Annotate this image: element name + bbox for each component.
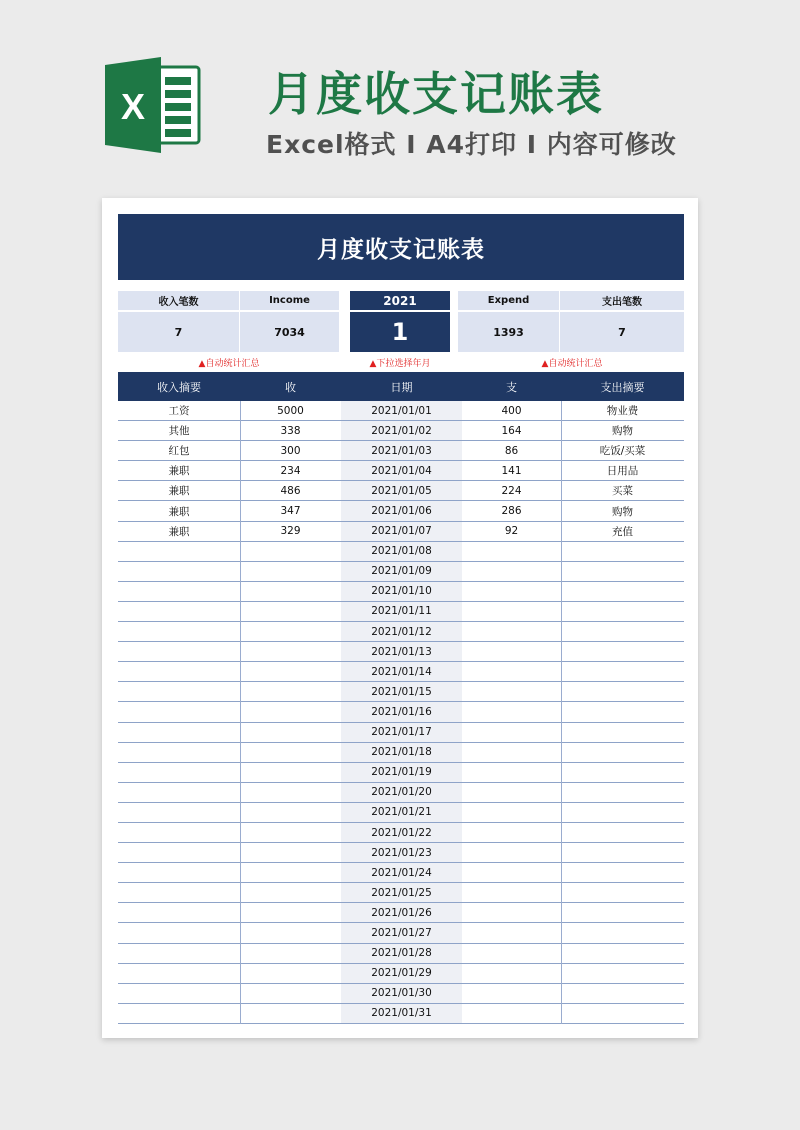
income-amount-cell[interactable] (240, 662, 341, 681)
select-month-hint: ▲下拉选择年月 (369, 359, 431, 369)
income-summary-cell[interactable] (118, 542, 240, 561)
col-income-summary: 收入摘要 (118, 372, 240, 401)
table-row (118, 763, 684, 783)
date-cell[interactable]: 2021/01/05 (371, 484, 432, 497)
auto-summary-hint-left: ▲自动统计汇总 (198, 359, 260, 369)
income-amount-cell[interactable]: 486 (280, 484, 301, 497)
expend-summary-cell[interactable] (561, 863, 684, 882)
expend-summary-cell[interactable] (561, 823, 684, 842)
income-amount-cell[interactable] (240, 682, 341, 701)
expend-summary-cell[interactable] (561, 984, 684, 1003)
expend-amount-cell[interactable] (462, 863, 561, 882)
expend-summary-cell[interactable] (561, 642, 684, 661)
expend-amount-cell[interactable] (462, 843, 561, 862)
table-row (118, 823, 684, 843)
income-total-value: 7034 (240, 312, 339, 352)
expend-label: Expend (458, 291, 559, 310)
expend-summary-cell[interactable] (561, 803, 684, 822)
income-summary-cell[interactable] (118, 582, 240, 601)
col-expend-summary: 支出摘要 (561, 372, 684, 401)
income-summary-cell[interactable]: 兼职 (168, 485, 190, 498)
date-cell[interactable]: 2021/01/15 (371, 685, 432, 698)
date-cell[interactable]: 2021/01/12 (371, 625, 432, 638)
date-cell[interactable]: 2021/01/08 (371, 545, 432, 558)
income-summary-cell[interactable] (118, 562, 240, 581)
col-income: 收 (240, 372, 341, 401)
income-amount-cell[interactable]: 329 (280, 525, 301, 538)
income-count-value: 7 (118, 312, 239, 352)
income-summary-cell[interactable] (118, 723, 240, 742)
table-row (118, 602, 684, 622)
table-row (118, 481, 684, 501)
expend-amount-cell[interactable] (462, 964, 561, 983)
expend-amount-cell[interactable]: 141 (501, 464, 522, 477)
table-row (118, 542, 684, 562)
income-summary-cell[interactable] (118, 863, 240, 882)
expend-summary-cell[interactable]: 购物 (612, 505, 633, 518)
expend-amount-cell[interactable] (462, 662, 561, 681)
col-date: 日期 (351, 372, 452, 401)
month-selector[interactable]: 1 (350, 312, 450, 352)
table-row (118, 923, 684, 943)
income-amount-cell[interactable] (240, 923, 341, 942)
income-amount-cell[interactable] (240, 944, 341, 963)
date-cell[interactable]: 2021/01/19 (371, 766, 432, 779)
table-row (118, 984, 684, 1004)
year-selector[interactable]: 2021 (350, 291, 450, 310)
expend-amount-cell[interactable] (462, 723, 561, 742)
column-divider (561, 401, 562, 1024)
expend-amount-cell[interactable] (462, 903, 561, 922)
expend-summary-cell[interactable] (561, 1004, 684, 1023)
expend-summary-cell[interactable]: 吃饭/买菜 (599, 445, 646, 458)
expend-amount-cell[interactable] (462, 984, 561, 1003)
date-cell[interactable]: 2021/01/13 (371, 645, 432, 658)
table-row (118, 642, 684, 662)
column-divider (240, 401, 241, 1024)
income-amount-cell[interactable] (240, 843, 341, 862)
table-row (118, 702, 684, 722)
date-cell[interactable]: 2021/01/30 (371, 987, 432, 1000)
income-amount-cell[interactable] (240, 803, 341, 822)
income-amount-cell[interactable] (240, 723, 341, 742)
income-summary-cell[interactable] (118, 923, 240, 942)
income-amount-cell[interactable]: 347 (280, 505, 301, 518)
table-row (118, 863, 684, 883)
expend-summary-cell[interactable] (561, 883, 684, 902)
income-amount-cell[interactable] (240, 863, 341, 882)
income-summary-cell[interactable]: 兼职 (168, 525, 190, 538)
income-amount-cell[interactable] (240, 542, 341, 561)
expend-amount-cell[interactable] (462, 823, 561, 842)
page-subtitle: Excel格式 I A4打印 I 内容可修改 (266, 130, 677, 159)
expend-summary-cell[interactable] (561, 562, 684, 581)
expend-amount-cell[interactable] (462, 783, 561, 802)
income-summary-cell[interactable]: 红包 (168, 445, 190, 458)
date-cell[interactable]: 2021/01/31 (371, 1007, 432, 1020)
table-row (118, 803, 684, 823)
table-row (118, 843, 684, 863)
table-row (118, 562, 684, 582)
income-summary-cell[interactable] (118, 702, 240, 721)
expend-summary-cell[interactable] (561, 702, 684, 721)
expend-amount-cell[interactable]: 400 (501, 404, 522, 417)
expend-amount-cell[interactable] (462, 763, 561, 782)
income-summary-cell[interactable] (118, 682, 240, 701)
table-row (118, 662, 684, 682)
date-cell[interactable]: 2021/01/21 (371, 806, 432, 819)
table-row (118, 783, 684, 803)
income-summary-cell[interactable] (118, 602, 240, 621)
date-cell[interactable]: 2021/01/25 (371, 886, 432, 899)
income-amount-cell[interactable] (240, 602, 341, 621)
expend-summary-cell[interactable] (561, 964, 684, 983)
income-summary-cell[interactable] (118, 823, 240, 842)
table-row (118, 401, 684, 421)
expend-amount-cell[interactable] (462, 743, 561, 762)
table-row (118, 883, 684, 903)
expend-amount-cell[interactable]: 86 (504, 444, 519, 457)
income-amount-cell[interactable] (240, 783, 341, 802)
expend-summary-cell[interactable] (561, 944, 684, 963)
table-row (118, 522, 684, 542)
income-count-label: 收入笔数 (118, 291, 239, 310)
col-expend: 支 (462, 372, 561, 401)
expend-amount-cell[interactable] (462, 682, 561, 701)
income-amount-cell[interactable] (240, 763, 341, 782)
expend-summary-cell[interactable] (561, 662, 684, 681)
income-amount-cell[interactable] (240, 622, 341, 641)
date-cell[interactable]: 2021/01/20 (371, 786, 432, 799)
income-amount-cell[interactable] (240, 984, 341, 1003)
income-amount-cell[interactable] (240, 1004, 341, 1023)
expend-amount-cell[interactable] (462, 562, 561, 581)
date-cell[interactable]: 2021/01/29 (371, 967, 432, 980)
income-summary-cell[interactable]: 其他 (168, 425, 190, 438)
expend-count-label: 支出笔数 (560, 291, 684, 310)
income-summary-cell[interactable] (118, 763, 240, 782)
income-amount-cell[interactable] (240, 823, 341, 842)
income-summary-cell[interactable] (118, 883, 240, 902)
date-cell[interactable]: 2021/01/22 (371, 826, 432, 839)
table-row (118, 682, 684, 702)
date-cell[interactable]: 2021/01/07 (371, 525, 432, 538)
expend-summary-cell[interactable]: 充值 (612, 525, 633, 538)
income-summary-cell[interactable] (118, 803, 240, 822)
expend-summary-cell[interactable]: 买菜 (612, 485, 633, 498)
expend-summary-cell[interactable]: 物业费 (606, 405, 639, 418)
income-amount-cell[interactable] (240, 964, 341, 983)
table-row (118, 1004, 684, 1024)
table-row (118, 743, 684, 763)
spreadsheet-page (102, 198, 698, 1038)
income-amount-cell[interactable] (240, 903, 341, 922)
date-cell[interactable]: 2021/01/02 (371, 424, 432, 437)
expend-summary-cell[interactable] (561, 763, 684, 782)
expend-amount-cell[interactable] (462, 702, 561, 721)
table-row (118, 421, 684, 441)
expend-amount-cell[interactable] (462, 1004, 561, 1023)
expend-summary-cell[interactable] (561, 903, 684, 922)
date-cell[interactable]: 2021/01/04 (371, 464, 432, 477)
date-cell[interactable]: 2021/01/27 (371, 926, 432, 939)
expend-summary-cell[interactable]: 日用品 (606, 465, 639, 478)
date-cell[interactable]: 2021/01/17 (371, 726, 432, 739)
expend-amount-cell[interactable]: 286 (501, 505, 522, 518)
expend-summary-cell[interactable] (561, 923, 684, 942)
income-label: Income (240, 291, 339, 310)
expend-summary-cell[interactable] (561, 602, 684, 621)
income-summary-cell[interactable]: 兼职 (168, 505, 190, 518)
expend-amount-cell[interactable] (462, 602, 561, 621)
income-amount-cell[interactable]: 338 (280, 424, 301, 437)
expend-summary-cell[interactable] (561, 542, 684, 561)
income-summary-cell[interactable] (118, 843, 240, 862)
expend-summary-cell[interactable] (561, 622, 684, 641)
date-cell[interactable]: 2021/01/23 (371, 846, 432, 859)
date-cell[interactable]: 2021/01/26 (371, 906, 432, 919)
table-row (118, 501, 684, 521)
income-amount-cell[interactable]: 234 (280, 464, 301, 477)
expend-amount-cell[interactable] (462, 883, 561, 902)
date-cell[interactable]: 2021/01/28 (371, 947, 432, 960)
sheet-banner-title: 月度收支记账表 (118, 214, 684, 280)
table-row (118, 944, 684, 964)
expend-summary-cell[interactable]: 购物 (612, 425, 633, 438)
expend-total-value: 1393 (458, 312, 559, 352)
income-summary-cell[interactable] (118, 743, 240, 762)
expend-summary-cell[interactable] (561, 682, 684, 701)
table-row (118, 964, 684, 984)
income-amount-cell[interactable] (240, 702, 341, 721)
income-amount-cell[interactable] (240, 582, 341, 601)
income-summary-cell[interactable] (118, 662, 240, 681)
date-cell[interactable]: 2021/01/01 (371, 404, 432, 417)
page-title: 月度收支记账表 (268, 67, 604, 121)
logo-letter: X (120, 86, 146, 127)
income-summary-cell[interactable]: 兼职 (168, 465, 190, 478)
income-amount-cell[interactable]: 300 (280, 444, 301, 457)
date-cell[interactable]: 2021/01/11 (371, 605, 432, 618)
expend-amount-cell[interactable] (462, 642, 561, 661)
expend-amount-cell[interactable] (462, 923, 561, 942)
table-row (118, 622, 684, 642)
table-row (118, 723, 684, 743)
income-amount-cell[interactable]: 5000 (277, 404, 304, 417)
expend-amount-cell[interactable] (462, 582, 561, 601)
date-cell[interactable]: 2021/01/16 (371, 705, 432, 718)
income-summary-cell[interactable] (118, 944, 240, 963)
income-summary-cell[interactable]: 工资 (168, 405, 190, 418)
date-cell[interactable]: 2021/01/03 (371, 444, 432, 457)
income-summary-cell[interactable] (118, 1004, 240, 1023)
table-row (118, 461, 684, 481)
expend-summary-cell[interactable] (561, 843, 684, 862)
table-row (118, 903, 684, 923)
expend-amount-cell[interactable]: 164 (501, 424, 522, 437)
auto-summary-hint-right: ▲自动统计汇总 (541, 359, 603, 369)
income-summary-cell[interactable] (118, 964, 240, 983)
income-amount-cell[interactable] (240, 883, 341, 902)
expend-amount-cell[interactable]: 92 (504, 525, 519, 538)
expend-summary-cell[interactable] (561, 783, 684, 802)
expend-amount-cell[interactable]: 224 (501, 484, 522, 497)
income-summary-cell[interactable] (118, 783, 240, 802)
expend-count-value: 7 (560, 312, 684, 352)
expend-amount-cell[interactable] (462, 944, 561, 963)
expend-amount-cell[interactable] (462, 542, 561, 561)
expend-summary-cell[interactable] (561, 582, 684, 601)
income-summary-cell[interactable] (118, 622, 240, 641)
expend-summary-cell[interactable] (561, 743, 684, 762)
income-summary-cell[interactable] (118, 903, 240, 922)
income-summary-cell[interactable] (118, 984, 240, 1003)
table-row (118, 441, 684, 461)
expend-summary-cell[interactable] (561, 723, 684, 742)
income-amount-cell[interactable] (240, 562, 341, 581)
expend-amount-cell[interactable] (462, 622, 561, 641)
income-amount-cell[interactable] (240, 642, 341, 661)
table-row (118, 582, 684, 602)
ledger-table (118, 401, 684, 1024)
income-summary-cell[interactable] (118, 642, 240, 661)
date-cell[interactable]: 2021/01/18 (371, 746, 432, 759)
income-amount-cell[interactable] (240, 743, 341, 762)
date-cell[interactable]: 2021/01/09 (371, 565, 432, 578)
excel-logo-icon (103, 57, 203, 153)
date-cell[interactable]: 2021/01/06 (371, 505, 432, 518)
date-cell[interactable]: 2021/01/24 (371, 866, 432, 879)
expend-amount-cell[interactable] (462, 803, 561, 822)
date-cell[interactable]: 2021/01/10 (371, 585, 432, 598)
date-cell[interactable]: 2021/01/14 (371, 665, 432, 678)
